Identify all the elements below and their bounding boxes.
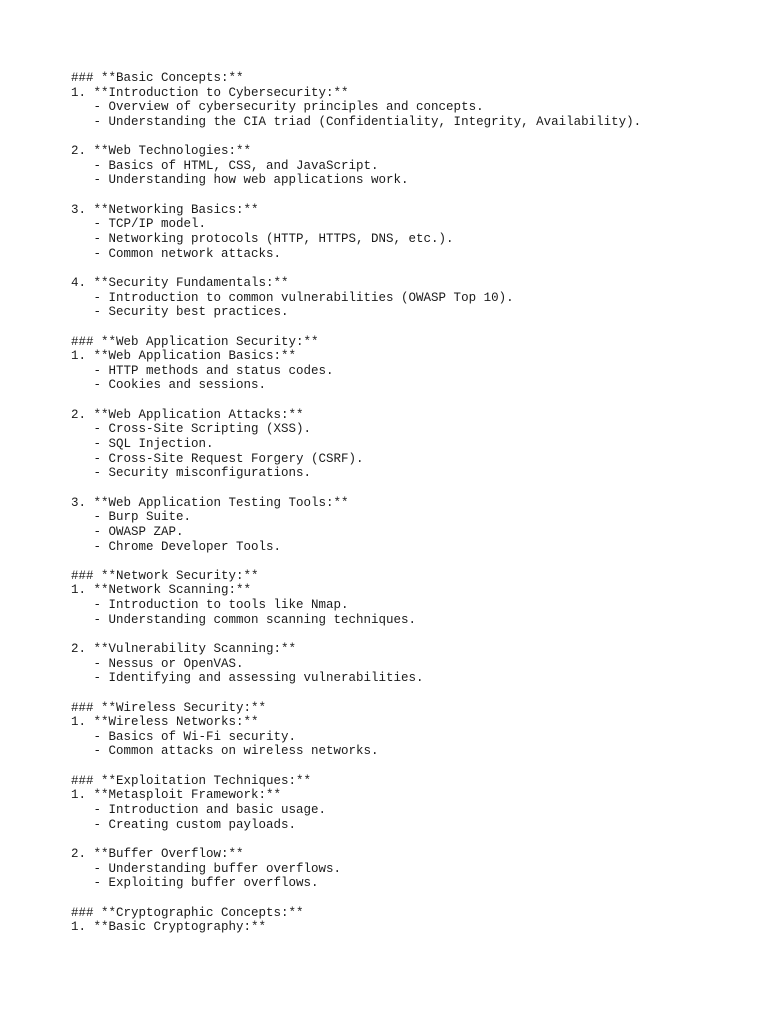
bullet-item: - Introduction to tools like Nmap. xyxy=(71,598,349,613)
numbered-item: 1. **Metasploit Framework:** xyxy=(71,788,282,803)
numbered-item: 1. **Basic Cryptography:** xyxy=(71,920,267,935)
blank-line xyxy=(71,891,751,906)
bullet-item: - Cookies and sessions. xyxy=(71,378,267,393)
bullet-item: - TCP/IP model. xyxy=(71,217,207,232)
bullet-item: - Security misconfigurations. xyxy=(71,466,312,481)
numbered-item: 1. **Introduction to Cybersecurity:** xyxy=(71,85,349,100)
numbered-item: 3. **Networking Basics:** xyxy=(71,202,259,217)
blank-line xyxy=(71,393,751,408)
section-heading: ### **Exploitation Techniques:** xyxy=(71,773,312,788)
bullet-item: - SQL Injection. xyxy=(71,437,214,452)
numbered-item: 2. **Vulnerability Scanning:** xyxy=(71,641,297,656)
bullet-item: - Common network attacks. xyxy=(71,246,282,261)
bullet-item: - Basics of Wi-Fi security. xyxy=(71,729,297,744)
bullet-item: - Cross-Site Scripting (XSS). xyxy=(71,422,312,437)
numbered-item: 3. **Web Application Testing Tools:** xyxy=(71,495,349,510)
numbered-item: 1. **Web Application Basics:** xyxy=(71,349,297,364)
section-heading: ### **Web Application Security:** xyxy=(71,334,319,349)
bullet-item: - Cross-Site Request Forgery (CSRF). xyxy=(71,451,364,466)
blank-line xyxy=(71,130,751,145)
numbered-item: 2. **Buffer Overflow:** xyxy=(71,846,244,861)
bullet-item: - Identifying and assessing vulnerabilities. xyxy=(71,671,424,686)
bullet-item: - Overview of cybersecurity principles and concepts. xyxy=(71,100,484,115)
bullet-item: - Networking protocols (HTTP, HTTPS, DNS, etc.). xyxy=(71,232,454,247)
blank-line xyxy=(71,554,751,569)
blank-line xyxy=(71,759,751,774)
bullet-item: - Security best practices. xyxy=(71,305,289,320)
bullet-item: - Understanding the CIA triad (Confidentiality, Integrity, Availability). xyxy=(71,114,642,129)
numbered-item: 4. **Security Fundamentals:** xyxy=(71,275,289,290)
section-heading: ### **Basic Concepts:** xyxy=(71,71,244,85)
bullet-item: - Nessus or OpenVAS. xyxy=(71,656,244,671)
blank-line xyxy=(71,832,751,847)
bullet-item: - OWASP ZAP. xyxy=(71,524,184,539)
numbered-item: 1. **Wireless Networks:** xyxy=(71,715,259,730)
bullet-item: - Burp Suite. xyxy=(71,510,192,525)
blank-line xyxy=(71,261,751,276)
bullet-item: - Common attacks on wireless networks. xyxy=(71,744,379,759)
document-body xyxy=(71,71,751,935)
blank-line xyxy=(71,627,751,642)
bullet-item: - Understanding buffer overflows. xyxy=(71,861,342,876)
numbered-item: 2. **Web Technologies:** xyxy=(71,144,252,159)
bullet-item: - Basics of HTML, CSS, and JavaScript. xyxy=(71,158,379,173)
blank-line xyxy=(71,686,751,701)
blank-line xyxy=(71,320,751,335)
bullet-item: - HTTP methods and status codes. xyxy=(71,363,334,378)
numbered-item: 2. **Web Application Attacks:** xyxy=(71,407,304,422)
bullet-item: - Introduction and basic usage. xyxy=(71,803,327,818)
section-heading: ### **Network Security:** xyxy=(71,568,259,583)
bullet-item: - Understanding how web applications work. xyxy=(71,173,409,188)
bullet-item: - Understanding common scanning techniques. xyxy=(71,612,417,627)
bullet-item: - Chrome Developer Tools. xyxy=(71,539,282,554)
blank-line xyxy=(71,481,751,496)
blank-line xyxy=(71,188,751,203)
numbered-item: 1. **Network Scanning:** xyxy=(71,583,252,598)
section-heading: ### **Wireless Security:** xyxy=(71,700,267,715)
section-heading: ### **Cryptographic Concepts:** xyxy=(71,905,304,920)
bullet-item: - Introduction to common vulnerabilities (OWASP Top 10). xyxy=(71,290,514,305)
bullet-item: - Exploiting buffer overflows. xyxy=(71,876,319,891)
bullet-item: - Creating custom payloads. xyxy=(71,817,297,832)
